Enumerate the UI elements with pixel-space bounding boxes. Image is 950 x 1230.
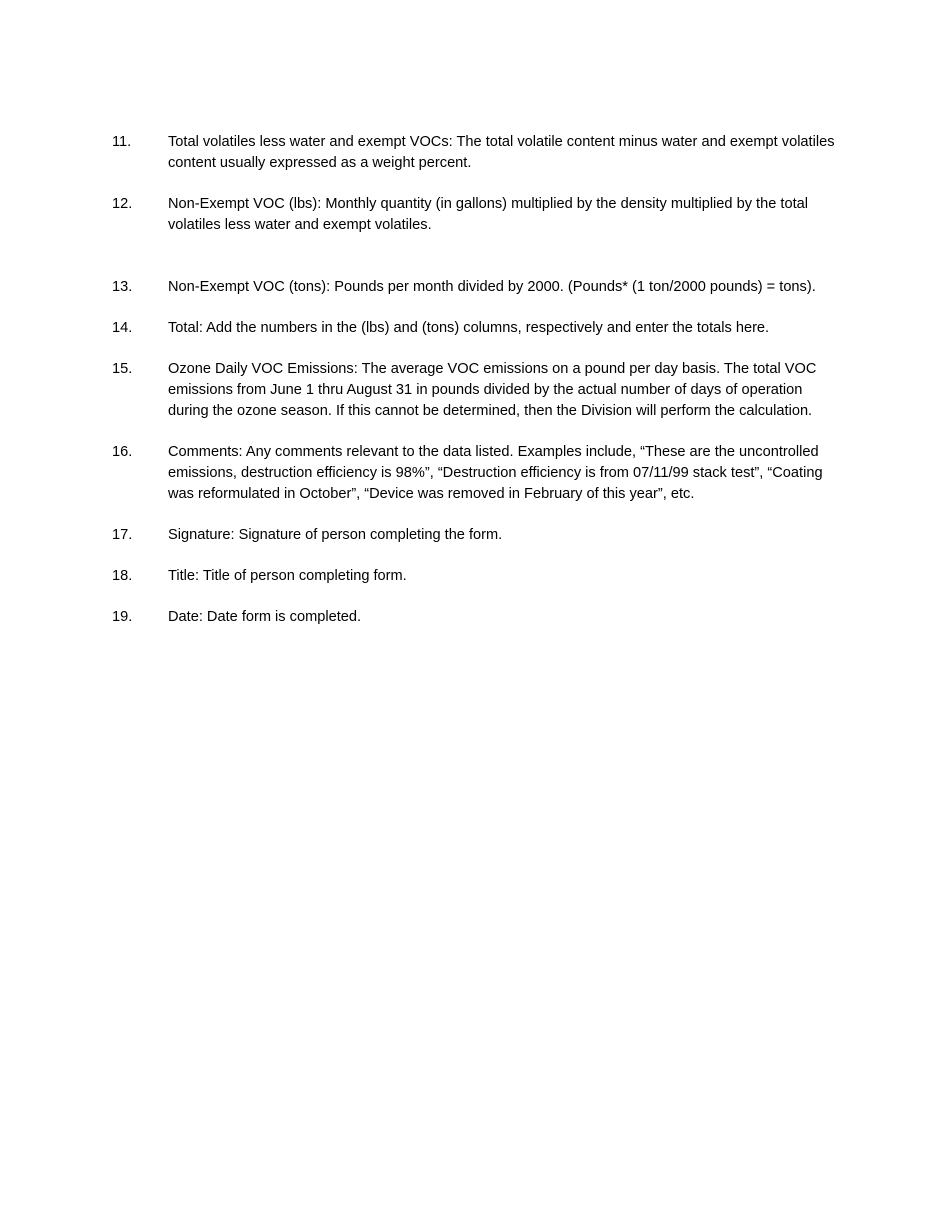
list-item-17	[112, 525, 842, 546]
list-item-14	[112, 318, 842, 339]
list-item-11	[112, 132, 842, 174]
item-text: Non-Exempt VOC (tons): Pounds per month divided by 2000. (Pounds* (1 ton/2000 pounds) = tons).	[168, 279, 816, 295]
item-text: Signature: Signature of person completing the form.	[168, 527, 503, 543]
item-number: 11.	[112, 134, 132, 150]
item-number: 13.	[112, 279, 133, 295]
item-number: 14.	[112, 320, 133, 336]
item-text: Total: Add the numbers in the (lbs) and (tons) columns, respectively and enter the totals here.	[168, 320, 770, 336]
item-text: Non-Exempt VOC (lbs): Monthly quantity (in gallons) multiplied by the density multiplied by the total volatiles less water and exempt volatiles.	[168, 196, 808, 233]
list-item-19	[112, 607, 842, 628]
item-text: Title: Title of person completing form.	[168, 568, 407, 584]
item-text: Date: Date form is completed.	[168, 609, 362, 625]
list-item-13	[112, 277, 842, 298]
instruction-list	[112, 132, 842, 628]
item-text: Ozone Daily VOC Emissions: The average VOC emissions on a pound per day basis. The total VOC emissions from June 1 thru August 31 in pounds divided by the actual number of days of operation during the ozone season. If this cannot be determined, then the Division will perform the calculation.	[168, 361, 817, 419]
list-item-12	[112, 194, 842, 236]
list-item-16	[112, 442, 842, 505]
list-item-18	[112, 566, 842, 587]
item-text: Comments: Any comments relevant to the data listed. Examples include, “These are the uncontrolled emissions, destruction efficiency is 98%”, “Destruction efficiency is from 07/11/99 stack test”, “Coating was reformulated in October”, “Device was removed in February of this year”, etc.	[168, 444, 823, 502]
item-number: 12.	[112, 196, 133, 212]
item-number: 18.	[112, 568, 133, 584]
list-item-15	[112, 359, 842, 422]
item-number: 17.	[112, 527, 133, 543]
item-text: Total volatiles less water and exempt VOCs: The total volatile content minus water and exempt volatiles content usually expressed as a weight percent.	[168, 134, 835, 171]
item-number: 16.	[112, 444, 133, 460]
item-number: 19.	[112, 609, 133, 625]
item-number: 15.	[112, 361, 133, 377]
